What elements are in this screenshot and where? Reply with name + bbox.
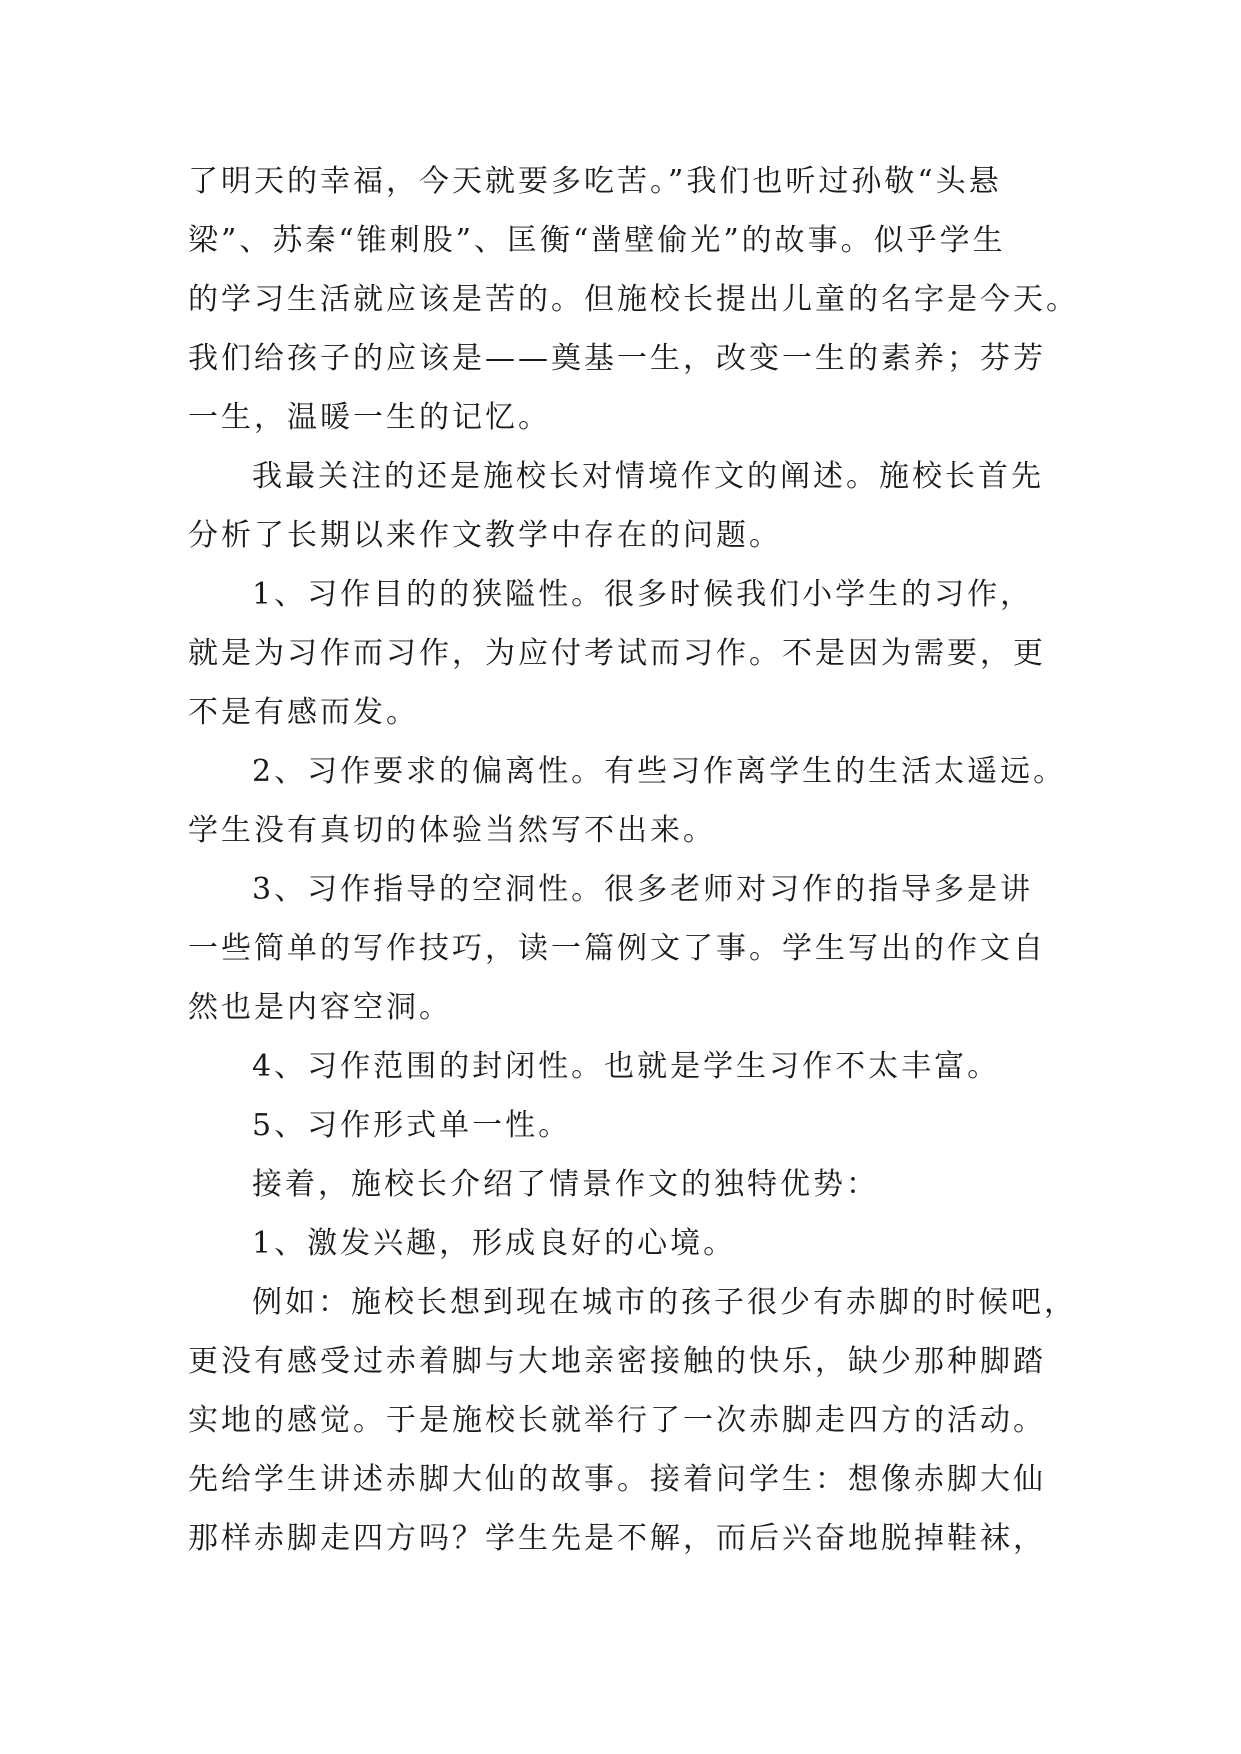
text-line: 学生没有真切的体验当然写不出来。 [188,813,716,848]
text-line: 了明天的幸福，今天就要多吃苦。”我们也听过孙敬“头悬 [188,164,1002,199]
text-line: 实地的感觉。于是施校长就举行了一次赤脚走四方的活动。 [188,1403,1046,1438]
text-line: 1、习作目的的狭隘性。很多时候我们小学生的习作， [252,577,1034,612]
text-line: 先给学生讲述赤脚大仙的故事。接着问学生：想像赤脚大仙 [188,1462,1046,1497]
text-line: 2、习作要求的偏离性。有些习作离学生的生活太遥远。 [252,754,1067,789]
text-line: 我最关注的还是施校长对情境作文的阐述。施校长首先 [252,459,1044,494]
text-line: 4、习作范围的封闭性。也就是学生习作不太丰富。 [252,1049,1001,1084]
text-line: 的学习生活就应该是苦的。但施校长提出儿童的名字是今天。 [188,282,1079,317]
text-line: 接着，施校长介绍了情景作文的独特优势： [252,1167,879,1202]
text-line: 然也是内容空洞。 [188,990,452,1025]
text-line: 一生，温暖一生的记忆。 [188,400,551,435]
text-line: 那样赤脚走四方吗？学生先是不解，而后兴奋地脱掉鞋袜， [188,1521,1046,1556]
text-line: 1、激发兴趣，形成良好的心境。 [252,1226,737,1261]
text-line: 5、习作形式单一性。 [252,1108,572,1143]
text-line: 不是有感而发。 [188,695,419,730]
text-line: 例如：施校长想到现在城市的孩子很少有赤脚的时候吧， [252,1285,1077,1320]
text-line: 更没有感受过赤着脚与大地亲密接触的快乐，缺少那种脚踏 [188,1344,1046,1379]
text-line: 就是为习作而习作，为应付考试而习作。不是因为需要，更 [188,636,1046,671]
text-line: 一些简单的写作技巧，读一篇例文了事。学生写出的作文自 [188,931,1046,966]
text-line: 我们给孩子的应该是——奠基一生，改变一生的素养；芬芳 [188,341,1046,376]
document-body [188,152,1088,1568]
text-line: 3、习作指导的空洞性。很多老师对习作的指导多是讲 [252,872,1034,907]
text-line: 分析了长期以来作文教学中存在的问题。 [188,518,782,553]
text-line: 梁”、苏秦“锥刺股”、匡衡“凿壁偷光”的故事。似乎学生 [188,223,1006,258]
